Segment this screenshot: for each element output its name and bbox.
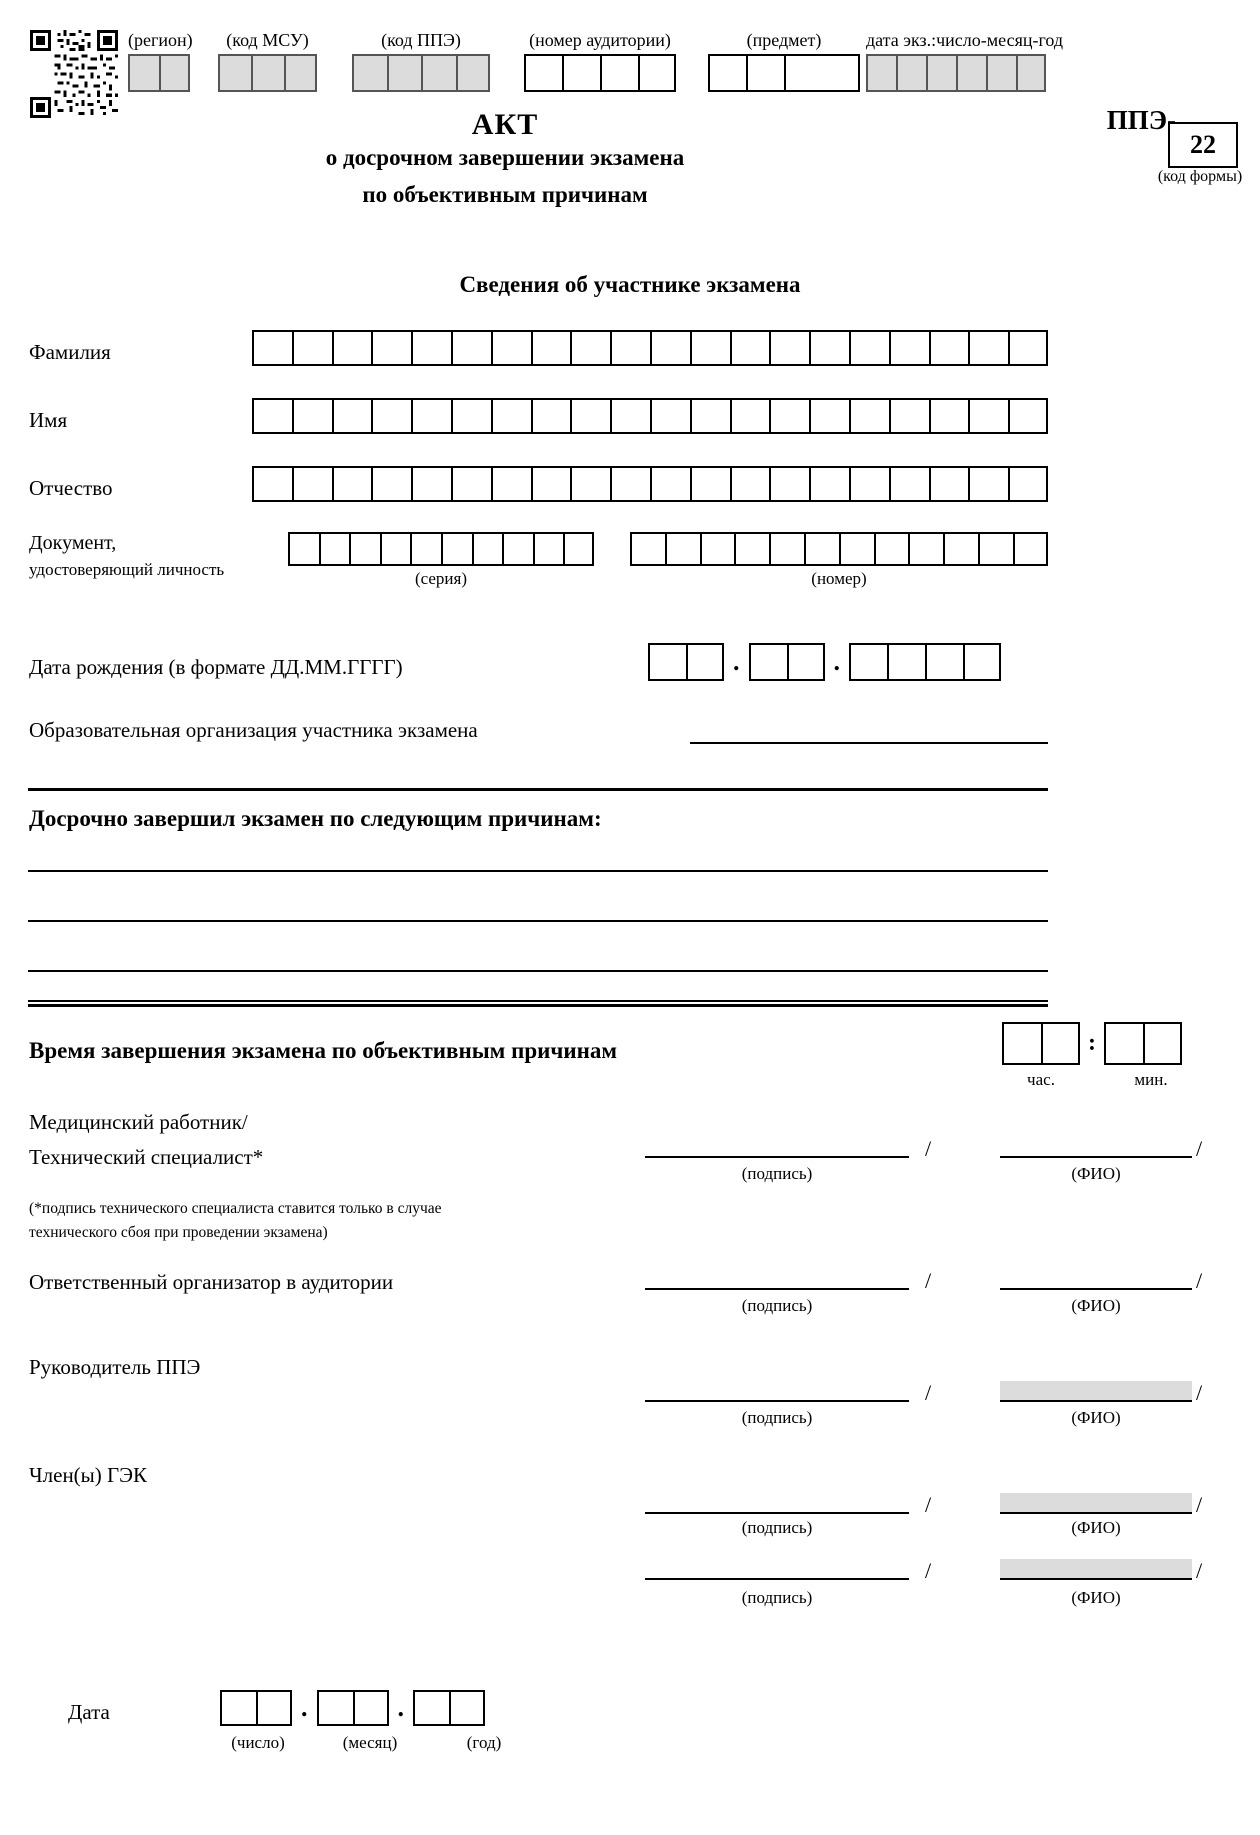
char-cell[interactable] [1008,330,1048,366]
char-cell[interactable] [809,330,849,366]
char-cell[interactable] [332,466,372,502]
char-cell[interactable] [968,330,1008,366]
char-cell[interactable] [749,643,787,681]
char-cell[interactable] [925,643,963,681]
char-cell[interactable] [491,466,531,502]
char-cell[interactable] [650,398,690,434]
char-cell[interactable] [570,330,610,366]
bottom-date-month[interactable] [317,1690,389,1726]
char-cell[interactable] [849,643,887,681]
page-subtitle-line2: по объективным причинам [362,182,648,207]
input-signature[interactable] [645,1512,909,1514]
char-cell[interactable] [849,466,889,502]
section-title-participant: Сведения об участнике экзамена [459,272,801,297]
header-cell[interactable] [896,54,926,92]
char-cell[interactable] [371,398,411,434]
char-cell[interactable] [292,466,332,502]
char-cell[interactable] [769,532,804,566]
header-cell[interactable] [284,54,317,92]
char-cell[interactable] [610,398,650,434]
prefilled-fio-field[interactable] [1000,1381,1192,1401]
input-organization[interactable] [690,742,1048,744]
input-signature[interactable] [645,1156,909,1158]
page-title: АКТ [471,108,539,141]
char-cell[interactable] [570,398,610,434]
char-cell[interactable] [491,330,531,366]
caption-fio: (ФИО) [1071,1518,1121,1537]
char-cell[interactable] [943,532,978,566]
caption-signature: (подпись) [741,1518,813,1537]
char-cell[interactable] [769,398,809,434]
header-cell[interactable] [638,54,676,92]
char-cell[interactable] [908,532,943,566]
header-cell[interactable] [352,54,387,92]
char-cell[interactable] [874,532,909,566]
input-name[interactable] [252,398,1048,434]
char-cell[interactable] [531,330,571,366]
char-cell[interactable] [734,532,769,566]
input-finish-time[interactable] [1002,1022,1182,1065]
caption-signature: (подпись) [741,1164,813,1183]
char-cell[interactable] [610,466,650,502]
label-date: Дата [68,1700,110,1724]
slash-separator: / [925,1380,932,1405]
char-cell[interactable] [690,398,730,434]
section-title-reasons: Досрочно завершил экзамен по следующим причинам: [29,806,602,831]
char-cell[interactable] [292,398,332,434]
char-cell[interactable] [809,398,849,434]
char-cell[interactable] [963,643,1001,681]
divider [28,788,1048,791]
label-role-technical: Технический специалист* [29,1145,264,1169]
slash-separator: / [925,1136,932,1161]
prefilled-fio-field[interactable] [1000,1559,1192,1579]
caption-hours: час. [1027,1070,1055,1089]
header-caption-subject: (предмет) [746,30,822,50]
finish-time-hours[interactable] [1002,1022,1080,1065]
char-cell[interactable] [413,1690,449,1726]
header-cell[interactable] [708,54,746,92]
slash-separator: / [1196,1558,1203,1583]
char-cell[interactable] [371,330,411,366]
caption-day: (число) [231,1733,285,1752]
char-cell[interactable] [531,398,571,434]
label-role-medical: Медицинский работник/ [29,1110,248,1134]
char-cell[interactable] [371,466,411,502]
char-cell[interactable] [769,466,809,502]
char-cell[interactable] [700,532,735,566]
header-field-room[interactable] [524,30,676,92]
char-cell[interactable] [690,330,730,366]
qr-code-icon [30,30,118,118]
char-cell[interactable] [1002,1022,1041,1065]
char-cell[interactable] [887,643,925,681]
header-caption-ppe-code: (код ППЭ) [381,30,461,50]
char-cell[interactable] [968,398,1008,434]
label-organization: Образовательная организация участника экзамена [29,718,478,742]
char-cell[interactable] [889,466,929,502]
slash-separator: / [925,1558,932,1583]
char-cell[interactable] [570,466,610,502]
char-cell[interactable] [889,330,929,366]
label-name: Имя [29,408,68,432]
input-signature[interactable] [645,1578,909,1580]
caption-fio: (ФИО) [1071,1408,1121,1427]
char-cell[interactable] [380,532,411,566]
char-cell[interactable] [451,466,491,502]
char-cell[interactable] [929,330,969,366]
header-cell[interactable] [926,54,956,92]
bottom-date-year[interactable] [413,1690,485,1726]
header-field-ppe-code[interactable] [352,30,490,92]
caption-signature: (подпись) [741,1408,813,1427]
char-cell[interactable] [441,532,472,566]
header-cell[interactable] [456,54,491,92]
header-cells-region[interactable] [128,54,193,92]
char-cell[interactable] [563,532,594,566]
header-cells-room[interactable] [524,54,676,92]
char-cell[interactable] [411,466,451,502]
char-cell[interactable] [648,643,686,681]
input-fio[interactable] [1000,1156,1192,1158]
header-cell[interactable] [128,54,159,92]
header-cells-msu[interactable] [218,54,317,92]
caption-fio: (ФИО) [1071,1296,1121,1315]
char-cell[interactable] [449,1690,485,1726]
input-bottom-date[interactable] [220,1690,485,1726]
char-cell[interactable] [730,466,770,502]
char-cell[interactable] [288,532,319,566]
char-cell[interactable] [610,330,650,366]
char-cell[interactable] [650,330,690,366]
char-cell[interactable] [220,1690,256,1726]
form-code-prefix: ППЭ- [1106,105,1176,135]
label-document-line2: удостоверяющий личность [29,560,225,579]
label-role-gek: Член(ы) ГЭК [29,1463,148,1487]
char-cell[interactable] [317,1690,353,1726]
char-cell[interactable] [804,532,839,566]
header-field-subject[interactable] [708,30,860,92]
char-cell[interactable] [650,466,690,502]
header-field-region[interactable] [128,30,193,92]
input-signature[interactable] [645,1288,909,1290]
char-cell[interactable] [686,643,724,681]
prefilled-fio-field[interactable] [1000,1493,1192,1513]
header-cell[interactable] [866,54,896,92]
header-cell[interactable] [387,54,422,92]
finish-time-minutes[interactable] [1104,1022,1182,1065]
char-cell[interactable] [533,532,564,566]
char-cell[interactable] [929,466,969,502]
header-caption-exam-date: дата экз.:число-месяц-год [866,30,1064,50]
char-cell[interactable] [319,532,350,566]
input-signature[interactable] [645,1400,909,1402]
char-cell[interactable] [849,398,889,434]
header-cell[interactable] [251,54,284,92]
char-cell[interactable] [769,330,809,366]
char-cell[interactable] [690,466,730,502]
char-cell[interactable] [252,330,292,366]
char-cell[interactable] [849,330,889,366]
header-field-exam-date[interactable] [866,30,1063,92]
char-cell[interactable] [531,466,571,502]
char-cell[interactable] [332,398,372,434]
page-subtitle-line1: о досрочном завершении экзамена [325,145,685,170]
header-cell[interactable] [784,54,860,92]
birthdate-month[interactable] [749,643,825,681]
char-cell[interactable] [472,532,503,566]
caption-signature: (подпись) [741,1296,813,1315]
char-cell[interactable] [451,398,491,434]
label-role-ppe-head: Руководитель ППЭ [29,1355,201,1379]
slash-separator: / [1196,1268,1203,1293]
caption-series: (серия) [414,569,468,588]
header-cell[interactable] [159,54,190,92]
caption-minutes: мин. [1134,1070,1168,1089]
header-cell[interactable] [986,54,1016,92]
char-cell[interactable] [353,1690,389,1726]
header-cell[interactable] [562,54,600,92]
label-document-line1: Документ, [29,532,117,554]
bottom-date-day[interactable] [220,1690,292,1726]
birthdate-separator-1: . [733,647,740,676]
header-cell[interactable] [956,54,986,92]
header-cells-subject[interactable] [708,54,860,92]
form-code-box: 22 [1168,122,1238,168]
label-role-organizer: Ответственный организатор в аудитории [29,1270,394,1294]
char-cell[interactable] [451,330,491,366]
header-cell[interactable] [600,54,638,92]
char-cell[interactable] [1104,1022,1143,1065]
slash-separator: / [1196,1136,1203,1161]
char-cell[interactable] [630,532,665,566]
char-cell[interactable] [730,330,770,366]
input-patronymic[interactable] [252,466,1048,502]
char-cell[interactable] [411,398,451,434]
char-cell[interactable] [968,466,1008,502]
header-cell[interactable] [1016,54,1046,92]
char-cell[interactable] [1013,532,1048,566]
label-finish-time: Время завершения экзамена по объективным причинам [29,1038,618,1063]
char-cell[interactable] [332,330,372,366]
input-surname[interactable] [252,330,1048,366]
char-cell[interactable] [411,330,451,366]
divider [28,1004,1048,1007]
char-cell[interactable] [252,398,292,434]
input-birthdate[interactable] [648,643,1001,681]
reason-line[interactable] [28,920,1048,922]
input-document-number[interactable] [630,532,1048,566]
footnote-line2: технического сбоя при проведении экзамена) [29,1224,328,1241]
footnote-line1: (*подпись технического специалиста ставится только в случае [29,1200,442,1217]
slash-separator: / [925,1268,932,1293]
label-surname: Фамилия [29,340,111,364]
char-cell[interactable] [730,398,770,434]
input-fio[interactable] [1000,1578,1192,1580]
char-cell[interactable] [889,398,929,434]
input-fio[interactable] [1000,1400,1192,1402]
char-cell[interactable] [809,466,849,502]
caption-fio: (ФИО) [1071,1164,1121,1183]
slash-separator: / [925,1492,932,1517]
reason-line[interactable] [28,870,1048,872]
slash-separator: / [1196,1492,1203,1517]
char-cell[interactable] [502,532,533,566]
header-cells-exam-date[interactable] [866,54,1063,92]
char-cell[interactable] [292,330,332,366]
birthdate-separator-2: . [833,647,840,676]
header-caption-msu: (код МСУ) [226,30,309,50]
reason-line[interactable] [28,970,1048,972]
char-cell[interactable] [787,643,825,681]
char-cell[interactable] [491,398,531,434]
input-fio[interactable] [1000,1512,1192,1514]
header-caption-region: (регион) [128,30,193,50]
char-cell[interactable] [256,1690,292,1726]
label-birthdate: Дата рождения (в формате ДД.ММ.ГГГГ) [29,655,403,679]
caption-signature: (подпись) [741,1588,813,1607]
char-cell[interactable] [1008,398,1048,434]
char-cell[interactable] [349,532,380,566]
form-code-caption: (код формы) [1157,168,1243,185]
header-cell[interactable] [524,54,562,92]
birthdate-year[interactable] [849,643,1001,681]
header-cell[interactable] [421,54,456,92]
char-cell[interactable] [1143,1022,1182,1065]
char-cell[interactable] [665,532,700,566]
char-cell[interactable] [410,532,441,566]
input-fio[interactable] [1000,1288,1192,1290]
caption-month: (месяц) [342,1733,398,1752]
header-caption-room: (номер аудитории) [529,30,671,50]
caption-number: (номер) [811,569,867,588]
slash-separator: / [1196,1380,1203,1405]
date-separator-1: . [301,1693,308,1722]
reason-line[interactable] [28,1000,1048,1002]
char-cell[interactable] [978,532,1013,566]
header-cell[interactable] [218,54,251,92]
date-separator-2: . [397,1693,404,1722]
birthdate-day[interactable] [648,643,724,681]
header-cell[interactable] [746,54,784,92]
char-cell[interactable] [1008,466,1048,502]
char-cell[interactable] [1041,1022,1080,1065]
caption-year: (год) [466,1733,502,1752]
header-field-msu[interactable] [218,30,317,92]
char-cell[interactable] [929,398,969,434]
char-cell[interactable] [839,532,874,566]
label-patronymic: Отчество [29,476,113,500]
header-cells-ppe-code[interactable] [352,54,490,92]
time-separator: : [1088,1030,1096,1056]
caption-fio: (ФИО) [1071,1588,1121,1607]
char-cell[interactable] [252,466,292,502]
input-document-series[interactable] [288,532,594,566]
